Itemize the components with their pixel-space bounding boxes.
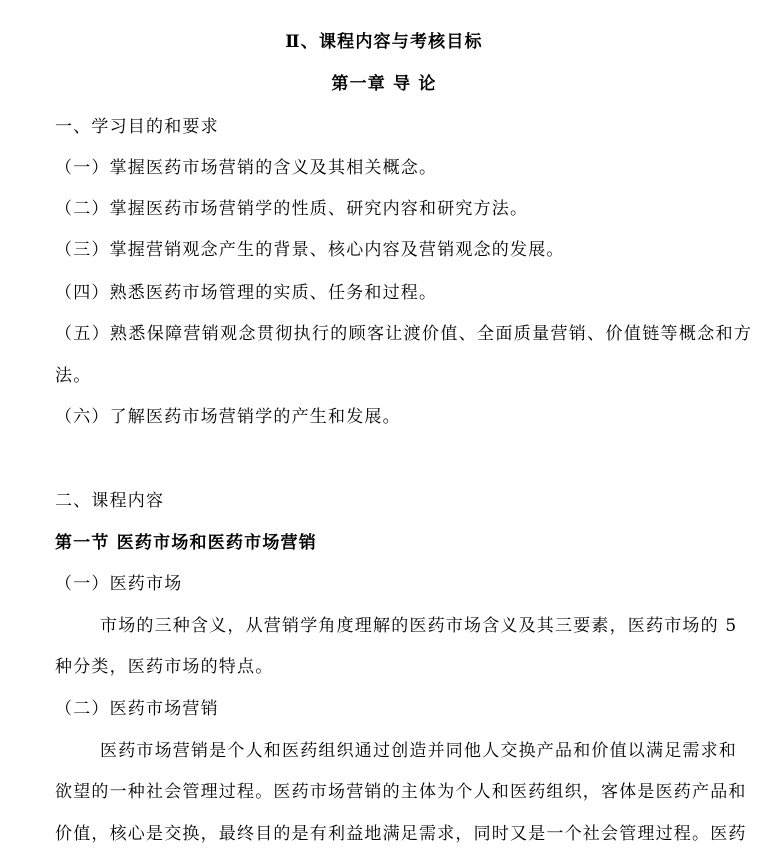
sub2-text-line-3: 价值，核心是交换，最终目的是有利益地满足需求，同时又是一个社会管理过程。医药 [55,824,747,844]
objective-item-6: （六）了解医药市场营销学的产生和发展。 [55,407,401,427]
sub1-text-line-1: 市场的三种含义，从营销学角度理解的医药市场含义及其三要素，医药市场的 5 [100,616,738,636]
objective-item-3: （三）掌握营销观念产生的背景、核心内容及营销观念的发展。 [55,240,565,260]
part2-heading: 二、课程内容 [55,491,165,511]
sub2-text-line-1: 医药市场营销是个人和医药组织通过创造并同他人交换产品和价值以满足需求和 [100,741,737,761]
sub1-text-line-2: 种分类，医药市场的特点。 [55,657,274,677]
sub2-heading: （二）医药市场营销 [55,699,219,719]
objective-item-1: （一）掌握医药市场营销的含义及其相关概念。 [55,158,438,178]
objective-item-5: （五）熟悉保障营销观念贯彻执行的顾客让渡价值、全面质量营销、价值链等概念和方 [55,324,753,344]
sub1-heading: （一）医药市场 [55,574,183,594]
sub2-text-line-2: 欲望的一种社会管理过程。医药市场营销的主体为个人和医药组织，客体是医药产品和 [55,782,747,802]
chapter-title: 第一章 导 论 [331,74,437,94]
part1-heading: 一、学习目的和要求 [55,117,219,137]
objective-item-5-cont: 法。 [55,366,92,386]
section1-title: 第一节 医药市场和医药市场营销 [55,533,317,553]
section-title: Ⅱ、课程内容与考核目标 [285,32,483,52]
objective-item-2: （二）掌握医药市场营销学的性质、研究内容和研究方法。 [55,199,529,219]
objective-item-4: （四）熟悉医药市场管理的实质、任务和过程。 [55,283,438,303]
